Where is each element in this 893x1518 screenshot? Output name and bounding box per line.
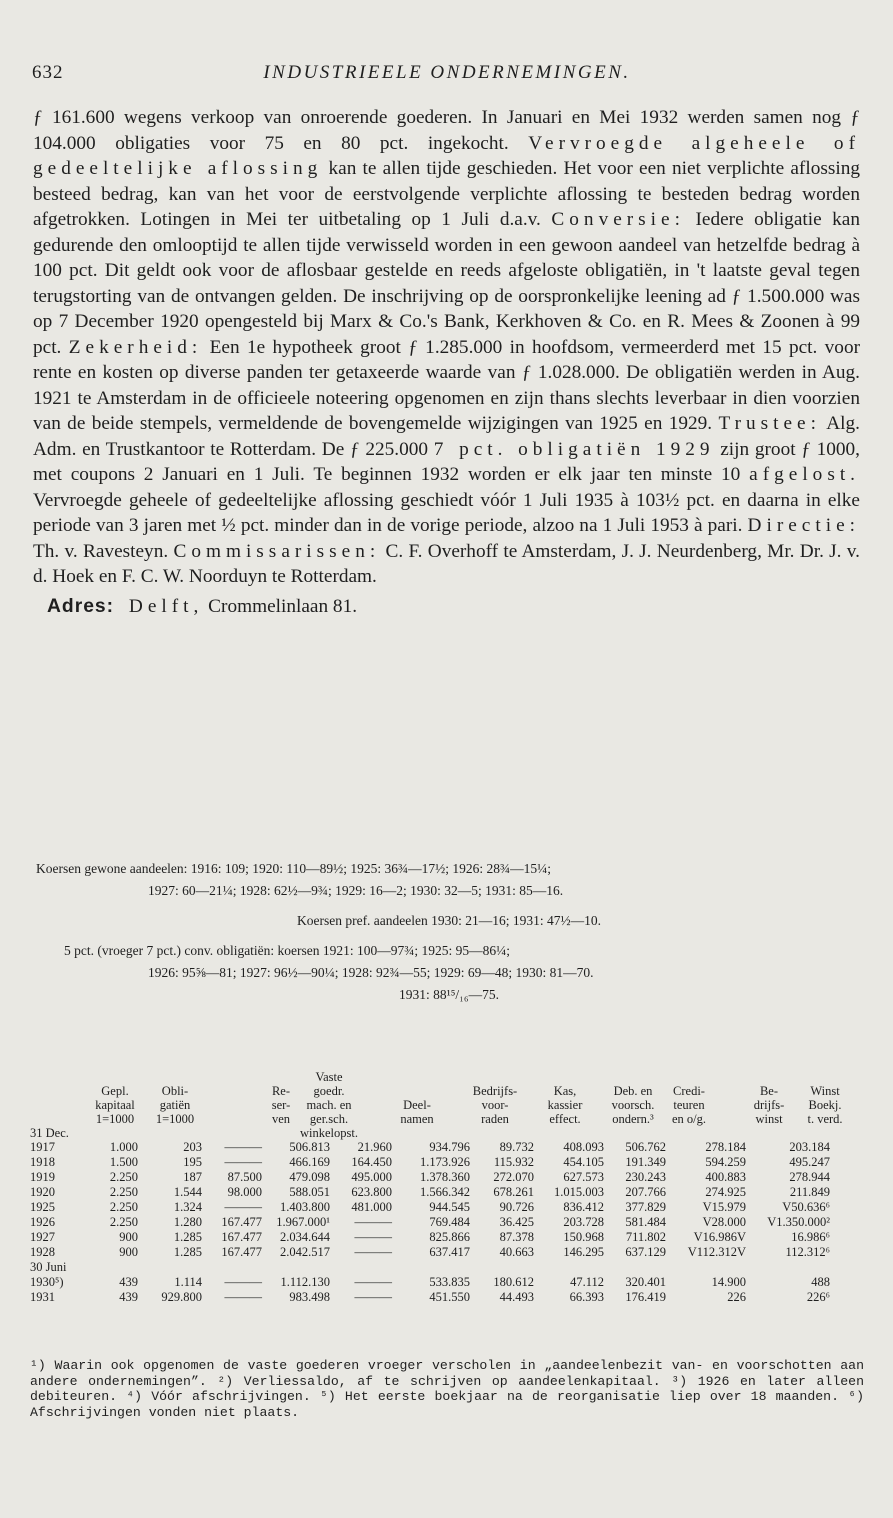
table-header-row xyxy=(30,1084,864,1098)
table-header-cell: kapitaal xyxy=(95,1098,135,1112)
address-label: Adres: xyxy=(47,595,115,617)
table-header-cell: teuren xyxy=(673,1098,705,1112)
table-cell: 944.545 xyxy=(429,1200,470,1214)
table-cell: 36.425 xyxy=(499,1215,534,1229)
table-cell: 66.393 xyxy=(569,1290,604,1304)
company-description xyxy=(33,105,860,619)
table-cell: 187 xyxy=(183,1170,202,1184)
table-cell: ——— xyxy=(354,1290,392,1304)
table-cell: 150.968 xyxy=(563,1230,604,1244)
table-row xyxy=(30,1185,864,1200)
table-header-cell: Boekj. xyxy=(808,1098,842,1112)
table-cell: 1.403.800 xyxy=(280,1200,330,1214)
table-row xyxy=(30,1155,864,1170)
table-cell: 2.042.517 xyxy=(280,1245,330,1259)
table-header-cell: mach. en xyxy=(306,1098,352,1112)
table-cell: 274.925 xyxy=(705,1185,746,1199)
table-cell: 115.932 xyxy=(493,1155,534,1169)
table-header-row xyxy=(30,1112,864,1126)
table-cell: 581.484 xyxy=(625,1215,666,1229)
table-header-cell: Winst xyxy=(810,1084,840,1098)
paragraph-text: ƒ 161.600 wegens verkoop van onroerende goederen. In Januari en Mei 1932 werden samen nog ƒ 104.000 obligaties voor 75 en 80 pct. ingekocht. xyxy=(33,107,860,154)
table-cell: 14.900 xyxy=(711,1275,746,1289)
table-cell: 983.498 xyxy=(289,1290,330,1304)
table-cell: 30 Juni xyxy=(30,1260,67,1274)
table-cell: 900 xyxy=(119,1230,138,1244)
table-cell: ——— xyxy=(224,1290,262,1304)
table-header-cell: Deel- xyxy=(403,1098,431,1112)
table-cell: 211.849 xyxy=(789,1185,830,1199)
koersen-obligaties-line: 1931: 88¹⁵/₁₆—75. xyxy=(399,987,499,1002)
table-cell: 488 xyxy=(811,1275,830,1289)
table-cell: 454.105 xyxy=(563,1155,604,1169)
table-header-row xyxy=(30,1070,864,1084)
table-cell: 506.762 xyxy=(625,1140,666,1154)
section-heading-directie: Directie: xyxy=(747,515,860,536)
table-cell: 825.866 xyxy=(429,1230,470,1244)
table-header xyxy=(30,1070,864,1140)
table-cell: 1.285 xyxy=(173,1230,202,1244)
table-cell: 1926 xyxy=(30,1215,55,1229)
table-cell: 929.800 xyxy=(161,1290,202,1304)
table-cell: V112.312V xyxy=(687,1245,746,1259)
table-cell: ——— xyxy=(224,1155,262,1169)
table-cell: 1920 xyxy=(30,1185,55,1199)
section-heading-commissarissen: Commissarissen: xyxy=(173,540,381,562)
table-cell: 90.726 xyxy=(499,1200,534,1214)
table-header-cell: ger.sch. xyxy=(309,1112,349,1126)
table-row xyxy=(30,1230,864,1245)
table-header-cell: en o/g. xyxy=(671,1112,707,1126)
table-cell: V50.636⁶ xyxy=(782,1200,830,1214)
table-cell: 2.250 xyxy=(109,1200,138,1214)
table-cell: 164.450 xyxy=(351,1155,392,1169)
table-cell: 2.250 xyxy=(109,1215,138,1229)
table-cell: 495.247 xyxy=(789,1155,830,1169)
table-cell: 408.093 xyxy=(563,1140,604,1154)
running-title: INDUSTRIEELE ONDERNEMINGEN. xyxy=(263,62,631,83)
table-cell: 167.477 xyxy=(221,1245,262,1259)
table-cell: 2.250 xyxy=(109,1170,138,1184)
table-header-cell: 31 Dec. xyxy=(30,1126,69,1140)
table-header-cell: Be- xyxy=(759,1084,779,1098)
table-header-cell: Credi- xyxy=(673,1084,705,1098)
table-cell: 1928 xyxy=(30,1245,55,1259)
table-cell: 451.550 xyxy=(429,1290,470,1304)
table-cell: 47.112 xyxy=(570,1275,604,1289)
table-cell: 21.960 xyxy=(357,1140,392,1154)
section-heading-conversie: Conversie: xyxy=(551,209,685,230)
table-cell: 439 xyxy=(119,1290,138,1304)
table-cell: 637.417 xyxy=(429,1245,470,1259)
balance-table xyxy=(30,1070,864,1305)
table-cell: 627.573 xyxy=(563,1170,604,1184)
paragraph-text: Iedere obligatie kan gedurende den omlooptijd te allen tijde verwisseld worden in een gewoon aandeel van hetzelfde bedrag à 100 pct. Dit geldt ook voor de aflosbaar gestelde en reeds afgeloste obligatiën, in 't laatste geval tegen terugstorting van de ontvangen gelden. De inschrijving op de oorspronkelijke leening ad ƒ 1.500.000 was op 7 December 1920 opengesteld bij Marx & Co.'s Bank, Kerkhoven & Co. en R. Mees & Zoonen à 99 pct. xyxy=(33,209,861,358)
price-history xyxy=(36,858,862,1006)
table-header-cell: Re- xyxy=(271,1084,291,1098)
paragraph-text: Een 1e hypotheek groot ƒ 1.285.000 in hoofdsom, vermeerderd met 15 pct. voor rente en kosten op diverse panden ter getaxeerde waarde van ƒ 1.028.000. De obligatiën werden in Aug. 1921 te Amsterdam in de officieele noteering opgenomen en zijn thans slechts leverbaar in dien voorzien van de beide stempels, vermeldende de bovengemelde wijzigingen van 1925 en 1929. xyxy=(33,336,861,434)
table-cell: 176.419 xyxy=(625,1290,666,1304)
koersen-pref-line: Koersen pref. aandeelen 1930: 21—16; 1931: 47½—10. xyxy=(296,913,602,928)
table-header-cell: effect. xyxy=(549,1112,581,1126)
table-cell: 1925 xyxy=(30,1200,55,1214)
table-cell: 439 xyxy=(119,1275,138,1289)
table-cell: 1.173.926 xyxy=(420,1155,470,1169)
table-cell: ——— xyxy=(224,1275,262,1289)
table-cell: 588.051 xyxy=(289,1185,330,1199)
table-cell: 1.566.342 xyxy=(420,1185,470,1199)
table-cell: V16.986V xyxy=(693,1230,746,1244)
table-row xyxy=(30,1290,864,1305)
table-cell: 400.883 xyxy=(705,1170,746,1184)
table-cell: V15.979 xyxy=(702,1200,746,1214)
paragraph-text: Alg. Adm. en Trustkantoor te Rotterdam. De ƒ 225.000 xyxy=(33,413,860,460)
table-cell: 207.766 xyxy=(625,1185,666,1199)
table-cell: 16.986⁶ xyxy=(791,1230,830,1244)
table-cell: 2.250 xyxy=(109,1185,138,1199)
table-cell: 1927 xyxy=(30,1230,55,1244)
table-cell: 506.813 xyxy=(289,1140,330,1154)
table-cell: 203 xyxy=(183,1140,202,1154)
table-cell: ——— xyxy=(354,1245,392,1259)
table-header-cell: drijfs- xyxy=(753,1098,785,1112)
table-cell: 934.796 xyxy=(429,1140,470,1154)
table-cell: 1.544 xyxy=(173,1185,202,1199)
table-header-cell: kassier xyxy=(547,1098,583,1112)
table-cell: 1931 xyxy=(30,1290,55,1304)
address-street: Crommelinlaan 81. xyxy=(208,595,358,617)
table-cell: 495.000 xyxy=(351,1170,392,1184)
table-cell: 769.484 xyxy=(429,1215,470,1229)
koersen-gewone-line: 1927: 60—21¼; 1928: 62½—9¾; 1929: 16—2; 1930: 32—5; 1931: 85—16. xyxy=(148,883,564,898)
paragraph-text: zijn groot ƒ 1000, met coupons 2 Januari en 1 Juli. Te beginnen 1932 worden er elk jaar ten minste 10 xyxy=(33,438,860,485)
table-row xyxy=(30,1215,864,1230)
table-header-cell: namen xyxy=(400,1112,434,1126)
table-cell: ——— xyxy=(354,1230,392,1244)
koersen-obligaties-line: 5 pct. (vroeger 7 pct.) conv. obligatiën: koersen 1921: 100—97¾; 1925: 95—86¼; xyxy=(64,943,511,958)
table-cell: 466.169 xyxy=(289,1155,330,1169)
table-header-cell: ondern.³ xyxy=(612,1112,654,1126)
table-cell: 1.114 xyxy=(174,1275,202,1289)
address-line xyxy=(33,594,860,620)
table-header-cell: Gepl. xyxy=(101,1084,129,1098)
table-cell: 711.802 xyxy=(625,1230,666,1244)
table-header-cell: Obli- xyxy=(161,1084,189,1098)
table-cell: 1.500 xyxy=(109,1155,138,1169)
table-cell: 637.129 xyxy=(625,1245,666,1259)
table-row xyxy=(30,1140,864,1155)
table-cell: 533.835 xyxy=(429,1275,470,1289)
koersen-obligaties-line: 1926: 95⅝—81; 1927: 96½—90¼; 1928: 92¾—55; 1929: 69—48; 1930: 81—70. xyxy=(148,965,594,980)
table-cell: 1.015.003 xyxy=(554,1185,604,1199)
table-row xyxy=(30,1200,864,1215)
table-cell: 191.349 xyxy=(625,1155,666,1169)
table-cell: 98.000 xyxy=(227,1185,262,1199)
paragraph-text: Vervroegde geheele of gedeeltelijke aflossing geschiedt vóór 1 Juli 1935 à 103½ pct. en daarna in elke periode van 3 jaren met ½ pct. minder dan in de vorige periode, alzoo na 1 Juli 1953 à pari. xyxy=(33,489,860,536)
table-cell: 44.493 xyxy=(499,1290,534,1304)
table-header-cell: ven xyxy=(271,1112,291,1126)
table-cell: 623.800 xyxy=(351,1185,392,1199)
table-cell: V1.350.000² xyxy=(767,1215,830,1229)
table-cell: ——— xyxy=(224,1140,262,1154)
footnotes: ¹) Waarin ook opgenomen de vaste goederen vroeger verscholen in „aandeelenbezit van- en voorschotten aan andere ondernemingen”. ²) Verliessaldo, af te schrijven op aandeelenkapitaal. ³) 1926 en later alleen debiteuren. ⁴) Vóór afschrijvingen. ⁵) Het eerste boekjaar na de reorganisatie liep over 18 maanden. ⁶) Afschrijvingen vonden niet plaats. xyxy=(30,1358,864,1420)
section-heading-afgelost: afgelost. xyxy=(749,464,860,485)
table-cell: 87.500 xyxy=(227,1170,262,1184)
table-row xyxy=(30,1245,864,1260)
table-cell: ——— xyxy=(354,1215,392,1229)
table-header-cell: voor- xyxy=(481,1098,509,1112)
section-heading-vervroegde: Vervroegde algeheele of gedeeltelijke aflossing xyxy=(33,132,860,179)
table-cell: V28.000 xyxy=(702,1215,746,1229)
table-cell: 195 xyxy=(183,1155,202,1169)
table-cell: 226⁶ xyxy=(806,1290,830,1304)
table-cell: 479.098 xyxy=(289,1170,330,1184)
table-cell: 112.312⁶ xyxy=(785,1245,830,1259)
page-number: 632 xyxy=(32,62,64,83)
table-cell: 1918 xyxy=(30,1155,55,1169)
table-header-row xyxy=(30,1126,864,1140)
paragraph-text: C. F. Overhoff te Amsterdam, J. J. Neurdenberg, Mr. Dr. J. v. d. Hoek en F. C. W. Noorduyn te Rotterdam. xyxy=(33,540,860,587)
table-cell: 87.378 xyxy=(499,1230,534,1244)
table-header-cell: gatiën xyxy=(159,1098,191,1112)
table-cell: ——— xyxy=(224,1200,262,1214)
koersen-gewone-line: Koersen gewone aandeelen: 1916: 109; 1920: 110—89½; 1925: 36¾—17½; 1926: 28¾—15¼; xyxy=(36,861,552,876)
table-header-cell: Kas, xyxy=(553,1084,577,1098)
table-cell: 678.261 xyxy=(493,1185,534,1199)
table-header-cell: winkelopst. xyxy=(300,1126,358,1140)
table-cell: 900 xyxy=(119,1245,138,1259)
table-cell: 1.280 xyxy=(173,1215,202,1229)
table-cell: 167.477 xyxy=(221,1230,262,1244)
table-cell: 1.000 xyxy=(109,1140,138,1154)
table-cell: 1.112.130 xyxy=(280,1275,330,1289)
table-cell: 1917 xyxy=(30,1140,55,1154)
table-cell: ——— xyxy=(354,1275,392,1289)
table-cell: 1.378.360 xyxy=(420,1170,470,1184)
table-cell: 89.732 xyxy=(499,1140,534,1154)
table-header-cell: 1=1000 xyxy=(155,1112,195,1126)
table-cell: 594.259 xyxy=(705,1155,746,1169)
table-body xyxy=(30,1140,864,1305)
table-cell: 278.184 xyxy=(705,1140,746,1154)
table-cell: 40.663 xyxy=(499,1245,534,1259)
table-header-cell: Vaste xyxy=(315,1070,343,1084)
table-cell: 836.412 xyxy=(563,1200,604,1214)
page-header xyxy=(32,62,862,92)
section-heading-zekerheid: Zekerheid: xyxy=(68,336,203,358)
table-cell: 180.612 xyxy=(493,1275,534,1289)
table-cell: 1.285 xyxy=(173,1245,202,1259)
table-header-cell: goedr. xyxy=(313,1084,345,1098)
table-cell: 226 xyxy=(727,1290,746,1304)
table-cell: 1.967.000¹ xyxy=(276,1215,330,1229)
table-header-row xyxy=(30,1098,864,1112)
table-header-cell: raden xyxy=(481,1112,509,1126)
table-cell: 320.401 xyxy=(625,1275,666,1289)
table-header-cell: t. verd. xyxy=(807,1112,843,1126)
table-header-cell: winst xyxy=(755,1112,783,1126)
table-header-cell: 1=1000 xyxy=(95,1112,135,1126)
table-cell: 146.295 xyxy=(563,1245,604,1259)
table-cell: 167.477 xyxy=(221,1215,262,1229)
table-header-cell: ser- xyxy=(271,1098,291,1112)
table-cell: 278.944 xyxy=(789,1170,830,1184)
table-cell: 1.324 xyxy=(173,1200,202,1214)
table-cell: 377.829 xyxy=(625,1200,666,1214)
table-cell: 1930⁵) xyxy=(30,1275,64,1289)
paragraph-text: kan te allen tijde geschieden. Het voor een niet verplichte aflossing besteed bedrag, kan van het voor de eerstvolgende verplichte aflossing te besteden bedrag worden afgetrokken. Lotingen in Mei ter uitbetaling op 1 Juli d.a.v. xyxy=(33,158,860,230)
table-cell: 1919 xyxy=(30,1170,55,1184)
table-row xyxy=(30,1260,864,1275)
table-header-cell: Deb. en xyxy=(613,1084,653,1098)
table-cell: 203.728 xyxy=(563,1215,604,1229)
paragraph-text: Th. v. Ravesteyn. xyxy=(33,540,169,562)
table-cell: 481.000 xyxy=(351,1200,392,1214)
address-city: Delft, xyxy=(128,595,204,617)
section-heading-trustee: Trustee: xyxy=(718,413,821,434)
table-cell: 2.034.644 xyxy=(280,1230,330,1244)
table-cell: 203.184 xyxy=(789,1140,830,1154)
table-cell: 230.243 xyxy=(625,1170,666,1184)
table-row xyxy=(30,1275,864,1290)
table-row xyxy=(30,1170,864,1185)
table-header-cell: voorsch. xyxy=(611,1098,655,1112)
table-header-cell: Bedrijfs- xyxy=(472,1084,518,1098)
table-cell: 272.070 xyxy=(493,1170,534,1184)
section-heading-obligaties: 7 pct. obligatiën 1929 xyxy=(433,438,715,460)
